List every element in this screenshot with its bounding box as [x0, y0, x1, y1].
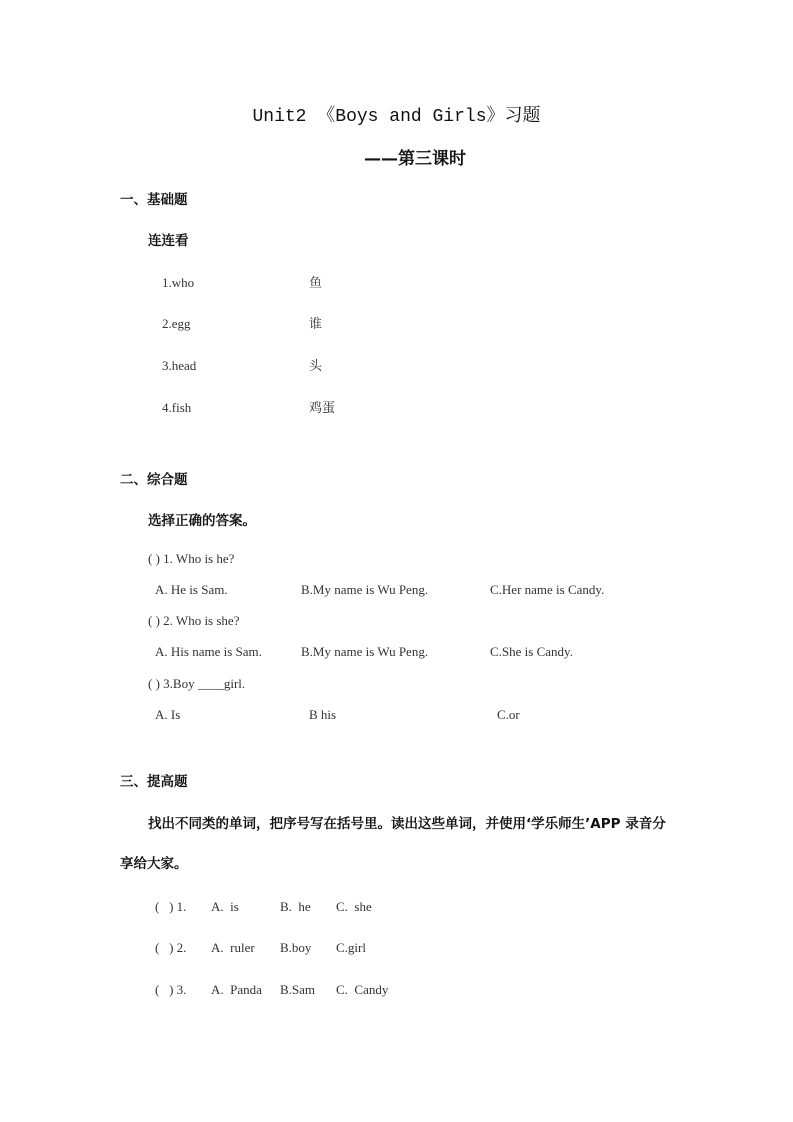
option-c: C.She is Candy.: [490, 644, 573, 659]
instruction-choose: 选择正确的答案。: [148, 513, 256, 529]
option-a: A. Is: [155, 707, 181, 722]
match-right-item: 头: [309, 358, 323, 373]
option-a: A. Panda: [211, 982, 262, 997]
option-c: C. Candy: [336, 982, 389, 997]
option-c: C.girl: [336, 940, 366, 955]
page-subtitle: ——第三课时: [364, 149, 466, 169]
option-a: A. His name is Sam.: [155, 644, 262, 659]
match-left-item: 2.egg: [162, 316, 191, 331]
option-b: B. he: [280, 899, 311, 914]
instruction-odd-one-out: 找出不同类的单词，把序号写在括号里。读出这些单词，并使用‘学乐师生’APP 录音分: [148, 816, 666, 832]
option-c: C. she: [336, 899, 372, 914]
match-right-item: 鸡蛋: [309, 400, 336, 415]
row-number: ( ) 2.: [155, 940, 187, 955]
option-c: C.or: [497, 707, 520, 722]
question: ( ) 3.Boy ____girl.: [148, 676, 246, 691]
match-right-item: 鱼: [309, 275, 323, 290]
option-b: B.boy: [280, 940, 312, 955]
option-b: B his: [309, 707, 337, 722]
instruction-odd-one-out-cont: 享给大家。: [120, 856, 188, 872]
page-title: Unit2 《Boys and Girls》习题: [252, 107, 541, 127]
option-b: B.Sam: [280, 982, 316, 997]
option-b: B.My name is Wu Peng.: [301, 644, 429, 659]
instruction-matching: 连连看: [148, 233, 189, 249]
section-heading-comprehensive: 二、综合题: [120, 472, 188, 488]
section-heading-advanced: 三、提高题: [120, 774, 188, 790]
match-left-item: 3.head: [162, 358, 197, 373]
option-a: A. ruler: [211, 940, 255, 955]
match-left-item: 1.who: [162, 275, 195, 290]
match-left-item: 4.fish: [162, 400, 192, 415]
section-heading-basic: 一、基础题: [120, 192, 188, 208]
option-a: A. is: [211, 899, 239, 914]
option-a: A. He is Sam.: [155, 582, 228, 597]
row-number: ( ) 1.: [155, 899, 187, 914]
question: ( ) 1. Who is he?: [148, 551, 235, 566]
question: ( ) 2. Who is she?: [148, 613, 240, 628]
match-right-item: 谁: [309, 316, 323, 331]
option-c: C.Her name is Candy.: [490, 582, 605, 597]
option-b: B.My name is Wu Peng.: [301, 582, 429, 597]
row-number: ( ) 3.: [155, 982, 187, 997]
